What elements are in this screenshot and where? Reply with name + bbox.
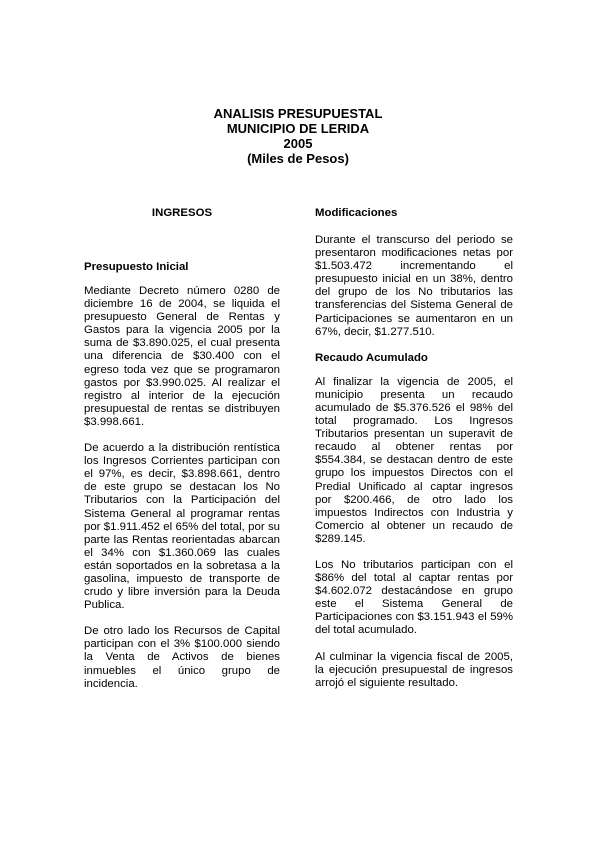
title-line-1: ANALISIS PRESUPUESTAL	[213, 106, 383, 121]
modificaciones-heading: Modificaciones	[315, 207, 398, 219]
presupuesto-inicial-heading: Presupuesto Inicial	[84, 261, 189, 273]
recaudo-acumulado-heading: Recaudo Acumulado	[315, 351, 428, 364]
title-line-3: 2005	[283, 136, 313, 151]
title-line-2: MUNICIPIO DE LERIDA	[226, 121, 370, 136]
paragraph: Los No tributarios participan con el $86% del total al captar rentas por $4.602.072 destacándose en grupo este el Sistema General de Participaciones con $3.151.943 el 59% del total acumulado.	[315, 558, 513, 637]
document-title	[0, 106, 596, 166]
paragraph: Al finalizar la vigencia de 2005, el municipio presenta un recaudo acumulado de $5.376.526 el 98% del total programado. Los Ingresos Tributarios presentan un superavit de recaudo al obtener rentas por $554.384, se destacan dentro de este grupo los impuestos Directos con el Predial Unificado al captar ingresos por $200.466, de otro lado los impuestos Indirectos con Industria y Comercio al obtener un recaudo de $289.145.	[315, 375, 513, 545]
title-line-4: (Miles de Pesos)	[247, 151, 349, 166]
right-column	[315, 206, 513, 690]
paragraph: De acuerdo a la distribución rentística los Ingresos Corrientes participan con el 97%, es decir, $3.898.661, dentro de este grupo se destacan los No Tributarios con la Participación del Sistema General al programar rentas por $1.911.452 el 65% del total, por su parte las Rentas reorientadas abarcan el 34% con $1.360.069 las cuales están soportados en la sobretasa a la gasolina, impuesto de transporte de crudo y libre inversión para la Deuda Publica.	[84, 442, 280, 612]
left-column	[84, 206, 280, 691]
paragraph: Al culminar la vigencia fiscal de 2005, la ejecución presupuestal de ingresos arrojó el siguiente resultado.	[315, 650, 513, 689]
paragraph: Mediante Decreto número 0280 de diciembre 16 de 2004, se liquida el presupuesto General de Rentas y Gastos para la vigencia 2005 por la suma de $3.890.025, el cual presenta una diferencia de $30.400 con el egreso toda vez que se programaron gastos por $3.990.025. Al realizar el registro al interior de la ejecución presupuestal de rentas se distribuyen $3.998.661.	[84, 285, 280, 428]
paragraph: Durante el transcurso del periodo se presentaron modificaciones netas por $1.503.472 incrementando el presupuesto inicial en un 38%, dentro del grupo de los No tributarios las transferencias del Sistema General de Participaciones se aumentaron en un 67%, decir, $1.277.510.	[315, 234, 513, 338]
ingresos-heading: INGRESOS	[151, 207, 213, 219]
paragraph: De otro lado los Recursos de Capital participan con el 3% $100.000 siendo la Venta de Activos de bienes inmuebles el único grupo de incidencia.	[84, 625, 280, 690]
